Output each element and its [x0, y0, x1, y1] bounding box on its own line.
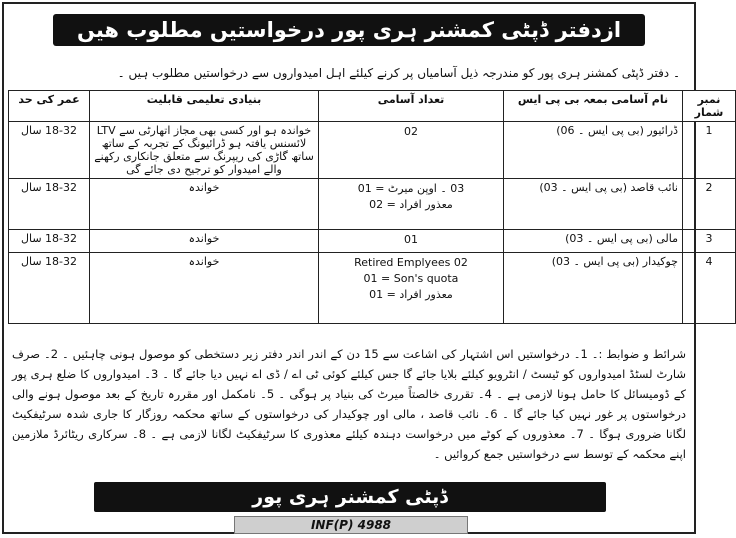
serial-cell: 3 [683, 230, 736, 253]
count-line: 01 = Son's quota [363, 272, 459, 285]
header-serial: نمبر شمار [683, 91, 736, 122]
header-count: تعداد آسامی [319, 91, 504, 122]
post-cell: نائب قاصد (بی پی ایس ۔ 03) [504, 179, 683, 230]
serial-cell: 1 [683, 122, 736, 179]
qualification-cell: خواندہ [90, 253, 319, 324]
table-row [9, 253, 736, 324]
count-cell [319, 122, 504, 179]
age-cell: 18-32 سال [9, 253, 90, 324]
header-post: نام آسامی بمعہ بی پی ایس [504, 91, 683, 122]
signature-banner: ڈپٹی کمشنر ہری پور [94, 482, 606, 512]
count-line: معذور افراد = 02 [369, 198, 453, 211]
post-cell: چوکیدار (بی پی ایس ۔ 03) [504, 253, 683, 324]
header [4, 4, 694, 56]
advertisement-page [2, 2, 724, 534]
age-cell: 18-32 سال [9, 122, 90, 179]
count-line: 03 ۔ اوپن میرٹ = 01 [357, 182, 465, 195]
table-row [9, 179, 736, 230]
post-cell: ڈرائیور (بی پی ایس ۔ 06) [504, 122, 683, 179]
table-header-row [9, 91, 736, 122]
header-title: ازدفتر ڈپٹی کمشنر ہری پور درخواستیں مطلوب ھیں [53, 14, 645, 46]
age-cell: 18-32 سال [9, 179, 90, 230]
count-cell [319, 253, 504, 324]
table-row [9, 122, 736, 179]
qualification-cell: خواندہ [90, 230, 319, 253]
reference-number: INF(P) 4988 [234, 516, 468, 534]
table-row [9, 230, 736, 253]
count-line: Retired Emplyees 02 [354, 256, 468, 269]
serial-cell: 2 [683, 179, 736, 230]
qualification-cell: خواندہ ہو اور کسی بھی مجاز اتھارٹی سے LTV لائسنس یافتہ ہو ڈرائیونگ کے تجربہ کے ساتھ ساتھ گاڑی کی ریپرنگ سے متعلق جانکاری رکھنے والے امیدوار کو ترجیح دی جائے گی [90, 122, 319, 179]
terms-and-conditions: شرائط و ضوابط :۔ 1۔ درخواستیں اس اشتہار کی اشاعت سے 15 دن کے اندر اندر دفتر زیر دستخطی کو موصول ہونی چاہئیں ۔ 2۔ صرف شارٹ لسٹڈ امیدواروں کو ٹیسٹ / انٹرویو کیلئے بلایا جائے گا جس کیلئے کوئی ٹی اے / ڈی اے نہیں دیا جائے گا ۔ 3۔ امیدواروں کا ضلع ہری پور کے ڈومیسائل کا حامل ہونا لازمی ہے ۔ 4۔ تقرری خالصتاً میرٹ کی بنیاد پر ہوگی ۔ 5۔ نامکمل اور مقررہ تاریخ کے بعد موصول ہونے والی درخواستوں پر غور نہیں کیا جائے گا ۔ 6۔ نائب قاصد ، مالی اور چوکیدار کی درخواستوں کے ساتھ محکمہ روزگار کا جاری شدہ سرٹیفکیٹ لگانا ضروری ہوگا ۔ 7۔ معذوروں کے کوٹے میں درخواست دہندہ کیلئے معذوری کا سرٹیفکیٹ لگانا لازمی ہے ۔ 8۔ سرکاری ریٹائرڈ ملازمین اپنے محکمہ کے توسط سے درخواستیں جمع کروائیں ۔ [12, 347, 687, 461]
header-age: عمر کی حد [9, 91, 90, 122]
count-cell [319, 230, 504, 253]
posts-table [8, 90, 736, 324]
count-line: معذور افراد = 01 [369, 288, 453, 301]
age-cell: 18-32 سال [9, 230, 90, 253]
qualification-cell: خواندہ [90, 179, 319, 230]
post-cell: مالی (بی پی ایس ۔ 03) [504, 230, 683, 253]
count-cell [319, 179, 504, 230]
count-line: 01 [404, 233, 418, 246]
serial-cell: 4 [683, 253, 736, 324]
count-line: 02 [404, 125, 418, 138]
header-qualification: بنیادی تعلیمی قابلیت [90, 91, 319, 122]
intro-text: ۔ دفتر ڈپٹی کمشنر ہری پور کو مندرجہ ذیل آسامیاں پر کرنے کیلئے اہل امیدواروں سے درخواستیں مطلوب ہیں ۔ [117, 66, 680, 80]
